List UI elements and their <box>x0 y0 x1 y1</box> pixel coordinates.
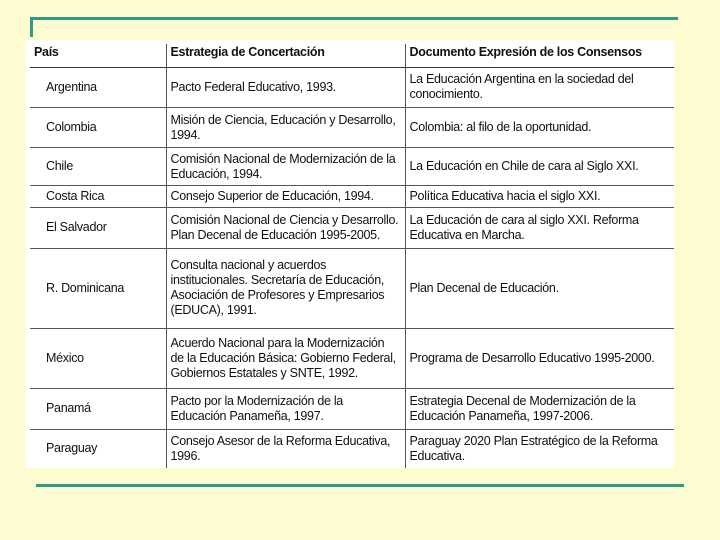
cell-documento: Programa de Desarrollo Educativo 1995-2000. <box>405 329 674 388</box>
header-estrategia: Estrategia de Concertación <box>166 44 405 67</box>
header-pais: País <box>30 44 166 67</box>
cell-documento: Paraguay 2020 Plan Estratégico de la Reforma Educativa. <box>405 429 674 468</box>
frame-bottom-rule <box>36 484 684 487</box>
cell-documento: La Educación en Chile de cara al Siglo XXI. <box>405 148 674 186</box>
cell-documento: La Educación Argentina en la sociedad del conocimiento. <box>405 67 674 108</box>
cell-pais: Argentina <box>46 79 97 94</box>
cell-pais: R. Dominicana <box>30 248 166 329</box>
table-header-row <box>30 44 674 67</box>
table-sheet <box>26 40 674 468</box>
frame-top-rule <box>30 17 678 20</box>
cell-pais: El Salvador <box>30 207 166 248</box>
table-row <box>30 329 674 388</box>
cell-pais: México <box>30 329 166 388</box>
consensus-table <box>30 44 674 468</box>
cell-estrategia: Pacto por la Modernización de la Educación Panameña, 1997. <box>166 388 405 429</box>
cell-pais: Colombia <box>30 108 166 148</box>
table-row <box>30 248 674 329</box>
table-row <box>30 148 674 186</box>
table-row <box>30 186 674 207</box>
table-row <box>30 67 674 108</box>
cell-estrategia: Consejo Superior de Educación, 1994. <box>166 186 405 207</box>
cell-estrategia: Comisión Nacional de Modernización de la Educación, 1994. <box>166 148 405 186</box>
cell-estrategia: Misión de Ciencia, Educación y Desarrollo, 1994. <box>166 108 405 148</box>
cell-pais: Panamá <box>30 388 166 429</box>
cell-estrategia: Comisión Nacional de Ciencia y Desarrollo. Plan Decenal de Educación 1995-2005. <box>166 207 405 248</box>
table-row <box>30 207 674 248</box>
cell-documento: Plan Decenal de Educación. <box>405 248 674 329</box>
frame-left-rule <box>30 17 33 37</box>
table-row <box>30 388 674 429</box>
cell-estrategia: Consulta nacional y acuerdos institucionales. Secretaría de Educación, Asociación de Profesores y Empresarios (EDUCA), 1991. <box>166 248 405 329</box>
cell-documento: Estrategia Decenal de Modernización de la Educación Panameña, 1997-2006. <box>405 388 674 429</box>
cell-estrategia: Consejo Asesor de la Reforma Educativa, 1996. <box>166 429 405 468</box>
cell-documento: La Educación de cara al siglo XXI. Reforma Educativa en Marcha. <box>405 207 674 248</box>
cell-documento: Colombia: al filo de la oportunidad. <box>405 108 674 148</box>
table-row <box>30 429 674 468</box>
cell-pais: Paraguay <box>30 429 166 468</box>
cell-pais: Chile <box>30 148 166 186</box>
table-row <box>30 108 674 148</box>
cell-documento: Política Educativa hacia el siglo XXI. <box>405 186 674 207</box>
cell-pais: Costa Rica <box>30 186 166 207</box>
cell-estrategia: Pacto Federal Educativo, 1993. <box>166 67 405 108</box>
cell-estrategia: Acuerdo Nacional para la Modernización de la Educación Básica: Gobierno Federal, Gobiernos Estatales y SNTE, 1992. <box>166 329 405 388</box>
header-documento: Documento Expresión de los Consensos <box>405 44 674 67</box>
